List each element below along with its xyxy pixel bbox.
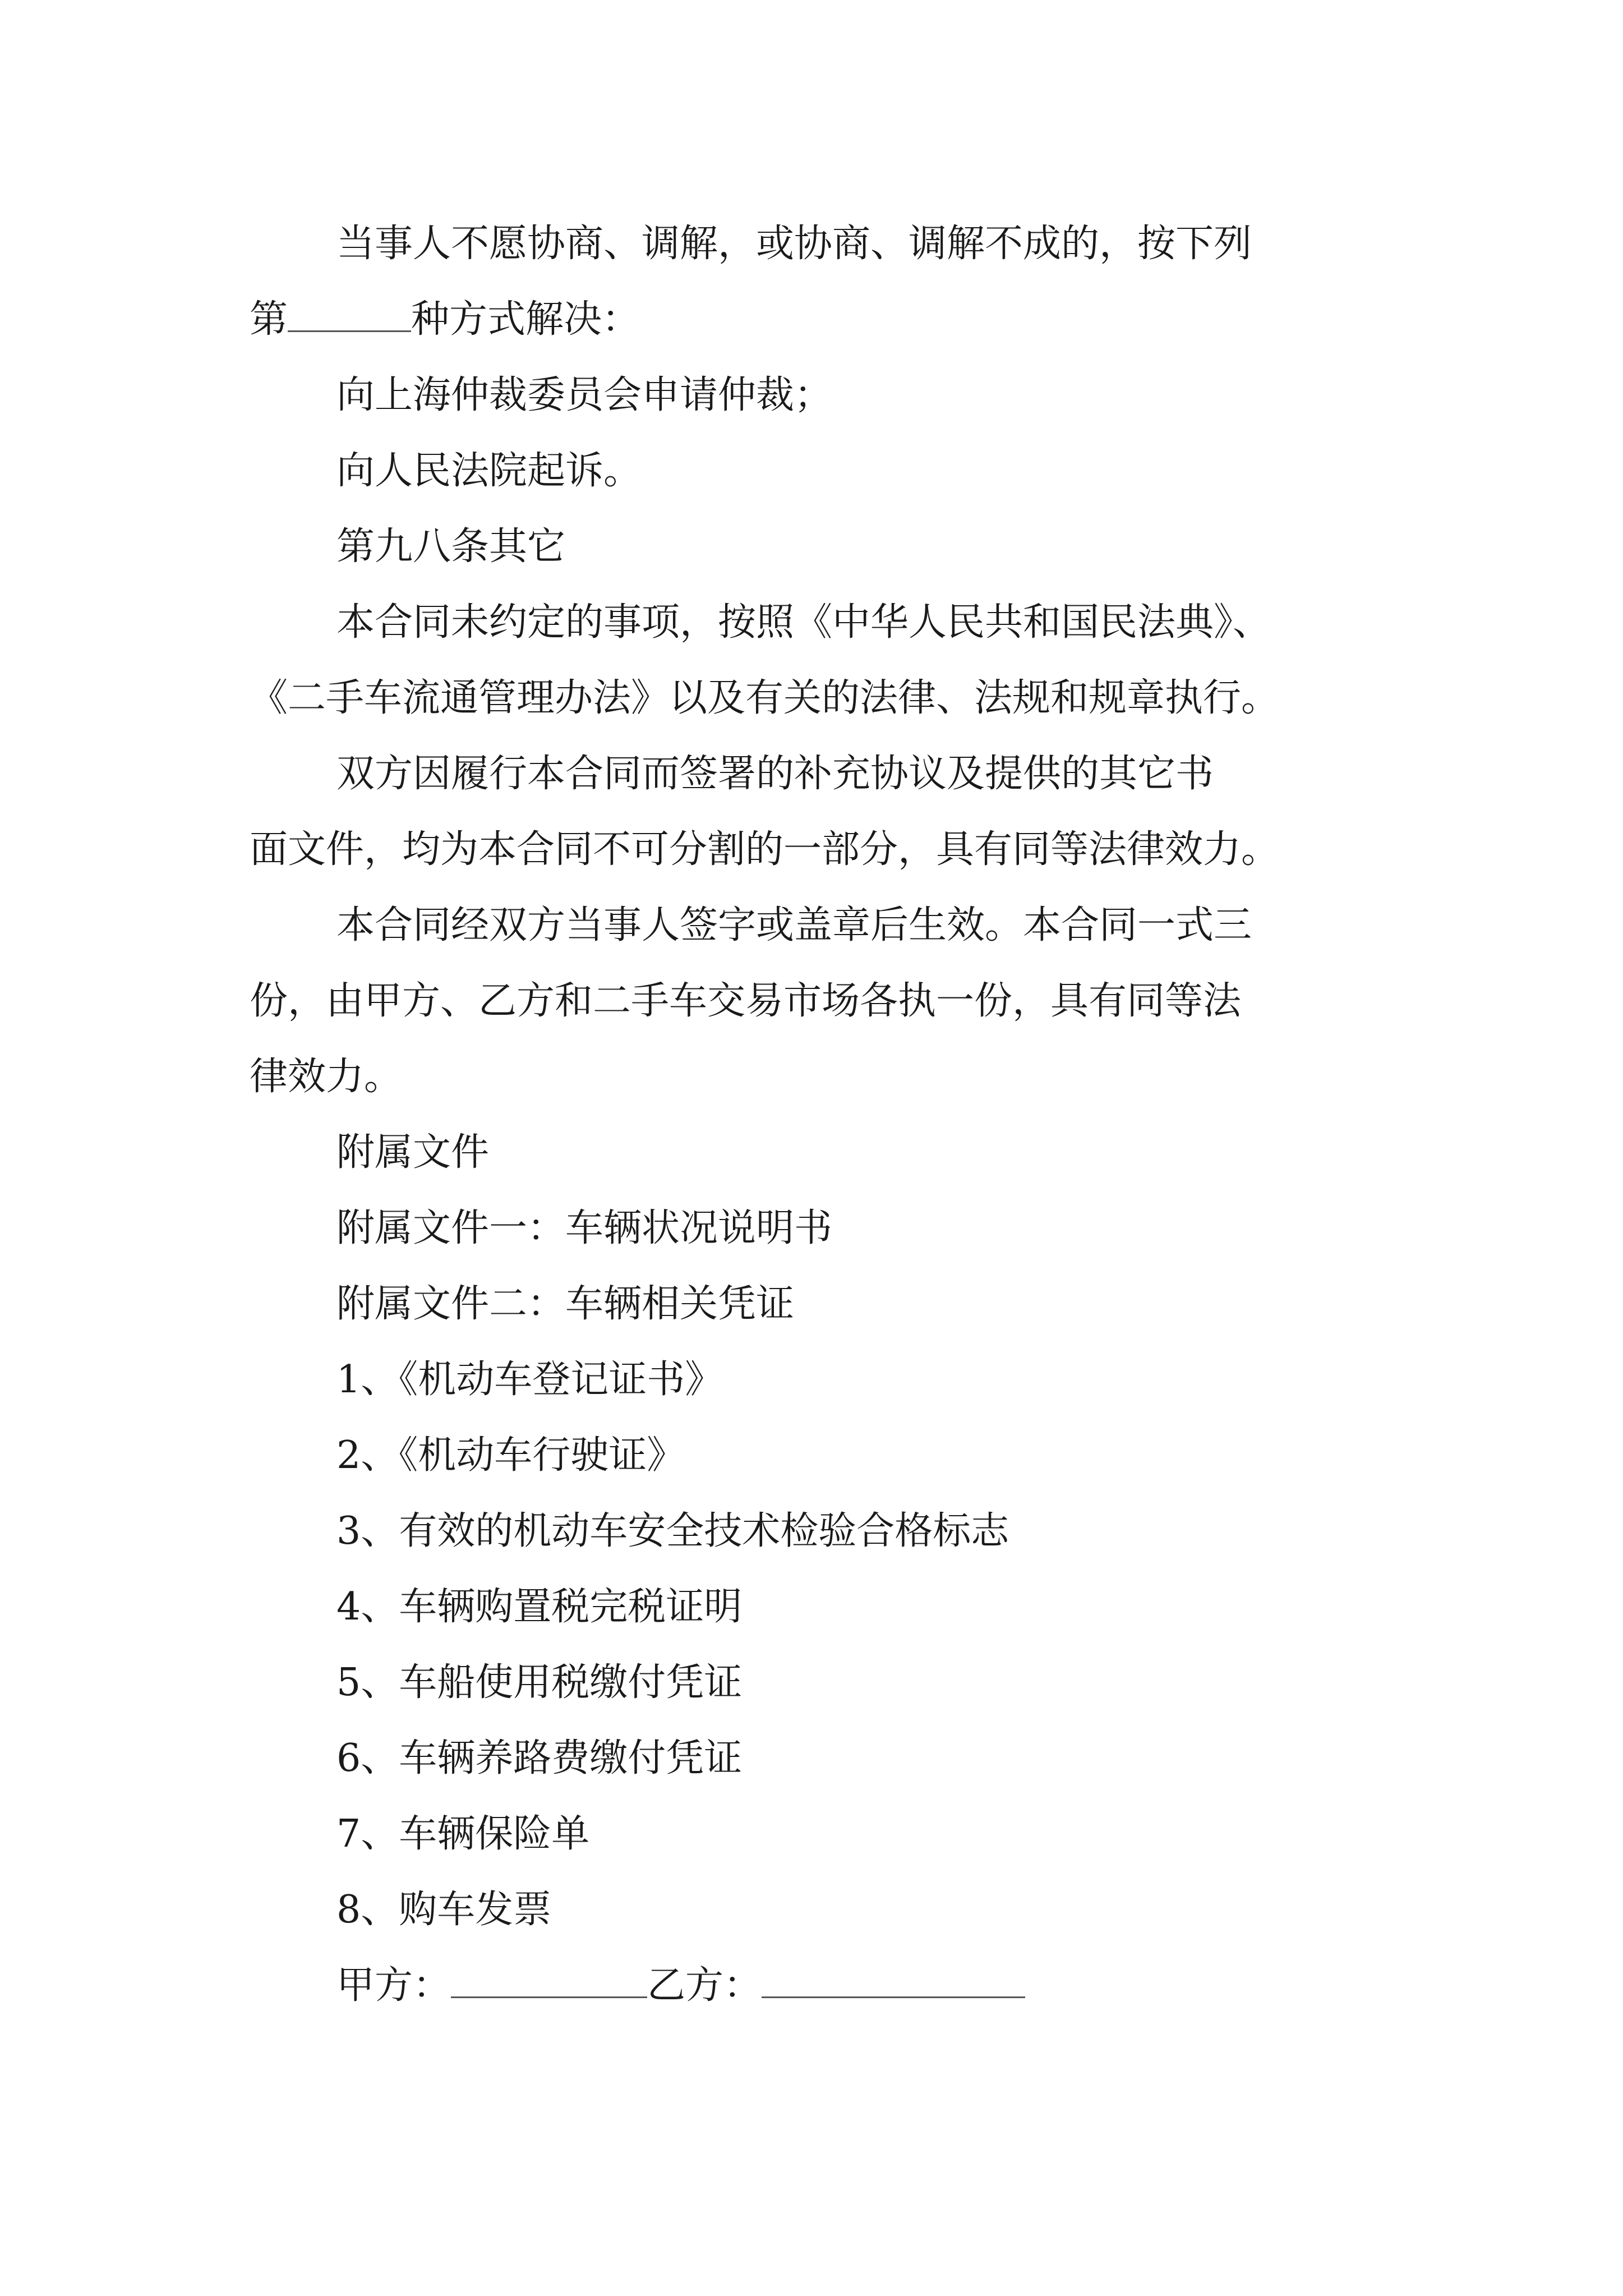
paragraph-effectiveness-end: 律效力。 (250, 1055, 403, 1099)
paragraph-dispute-intro: 当事人不愿协商、调解，或协商、调解不成的，按下列 (336, 222, 1252, 266)
list-item: 8、购车发票 (336, 1888, 552, 1932)
list-item: 6、车辆养路费缴付凭证 (336, 1736, 743, 1780)
prefix-text: 第 (250, 297, 288, 342)
party-a-label: 甲方： (336, 1963, 451, 2008)
paragraph-supplementary-cont: 面文件，均为本合同不可分割的一部分，具有同等法律效力。 (250, 827, 1280, 872)
list-item: 1、《机动车登记证书》 (336, 1358, 723, 1402)
party-b-signature-field[interactable] (762, 1962, 1025, 1998)
list-item: 5、车船使用税缴付凭证 (336, 1660, 743, 1705)
article-heading-other: 第九八条其它 (336, 524, 566, 569)
paragraph-unagreed-matters: 本合同未约定的事项，按照《中华人民共和国民法典》、 (336, 600, 1271, 645)
method-blank-field[interactable] (288, 296, 411, 332)
paragraph-dispute-method (0, 292, 1623, 348)
attachment-two: 附属文件二：车辆相关凭证 (336, 1282, 795, 1326)
option-arbitration: 向上海仲裁委员会申请仲裁； (336, 373, 833, 417)
party-a-signature-field[interactable] (451, 1962, 647, 1998)
party-b-label: 乙方： (647, 1963, 762, 2008)
paragraph-supplementary: 双方因履行本合同而签署的补充协议及提供的其它书 (336, 752, 1214, 796)
attachments-heading: 附属文件 (336, 1130, 490, 1175)
list-item: 7、车辆保险单 (336, 1812, 590, 1856)
list-item: 3、有效的机动车安全技术检验合格标志 (336, 1509, 1009, 1553)
paragraph-effectiveness: 本合同经双方当事人签字或盖章后生效。本合同一式三 (336, 903, 1252, 947)
option-lawsuit: 向人民法院起诉。 (336, 449, 642, 493)
list-item: 2、《机动车行驶证》 (336, 1433, 685, 1478)
method-text: 种方式解决： (411, 297, 640, 342)
list-item: 4、车辆购置税完税证明 (336, 1585, 743, 1629)
paragraph-effectiveness-cont: 份，由甲方、乙方和二手车交易市场各执一份，具有同等法 (250, 979, 1242, 1023)
attachment-one: 附属文件一：车辆状况说明书 (336, 1206, 833, 1250)
paragraph-unagreed-matters-cont: 《二手车流通管理办法》以及有关的法律、法规和规章执行。 (250, 676, 1280, 720)
signature-line (0, 1958, 1623, 2014)
